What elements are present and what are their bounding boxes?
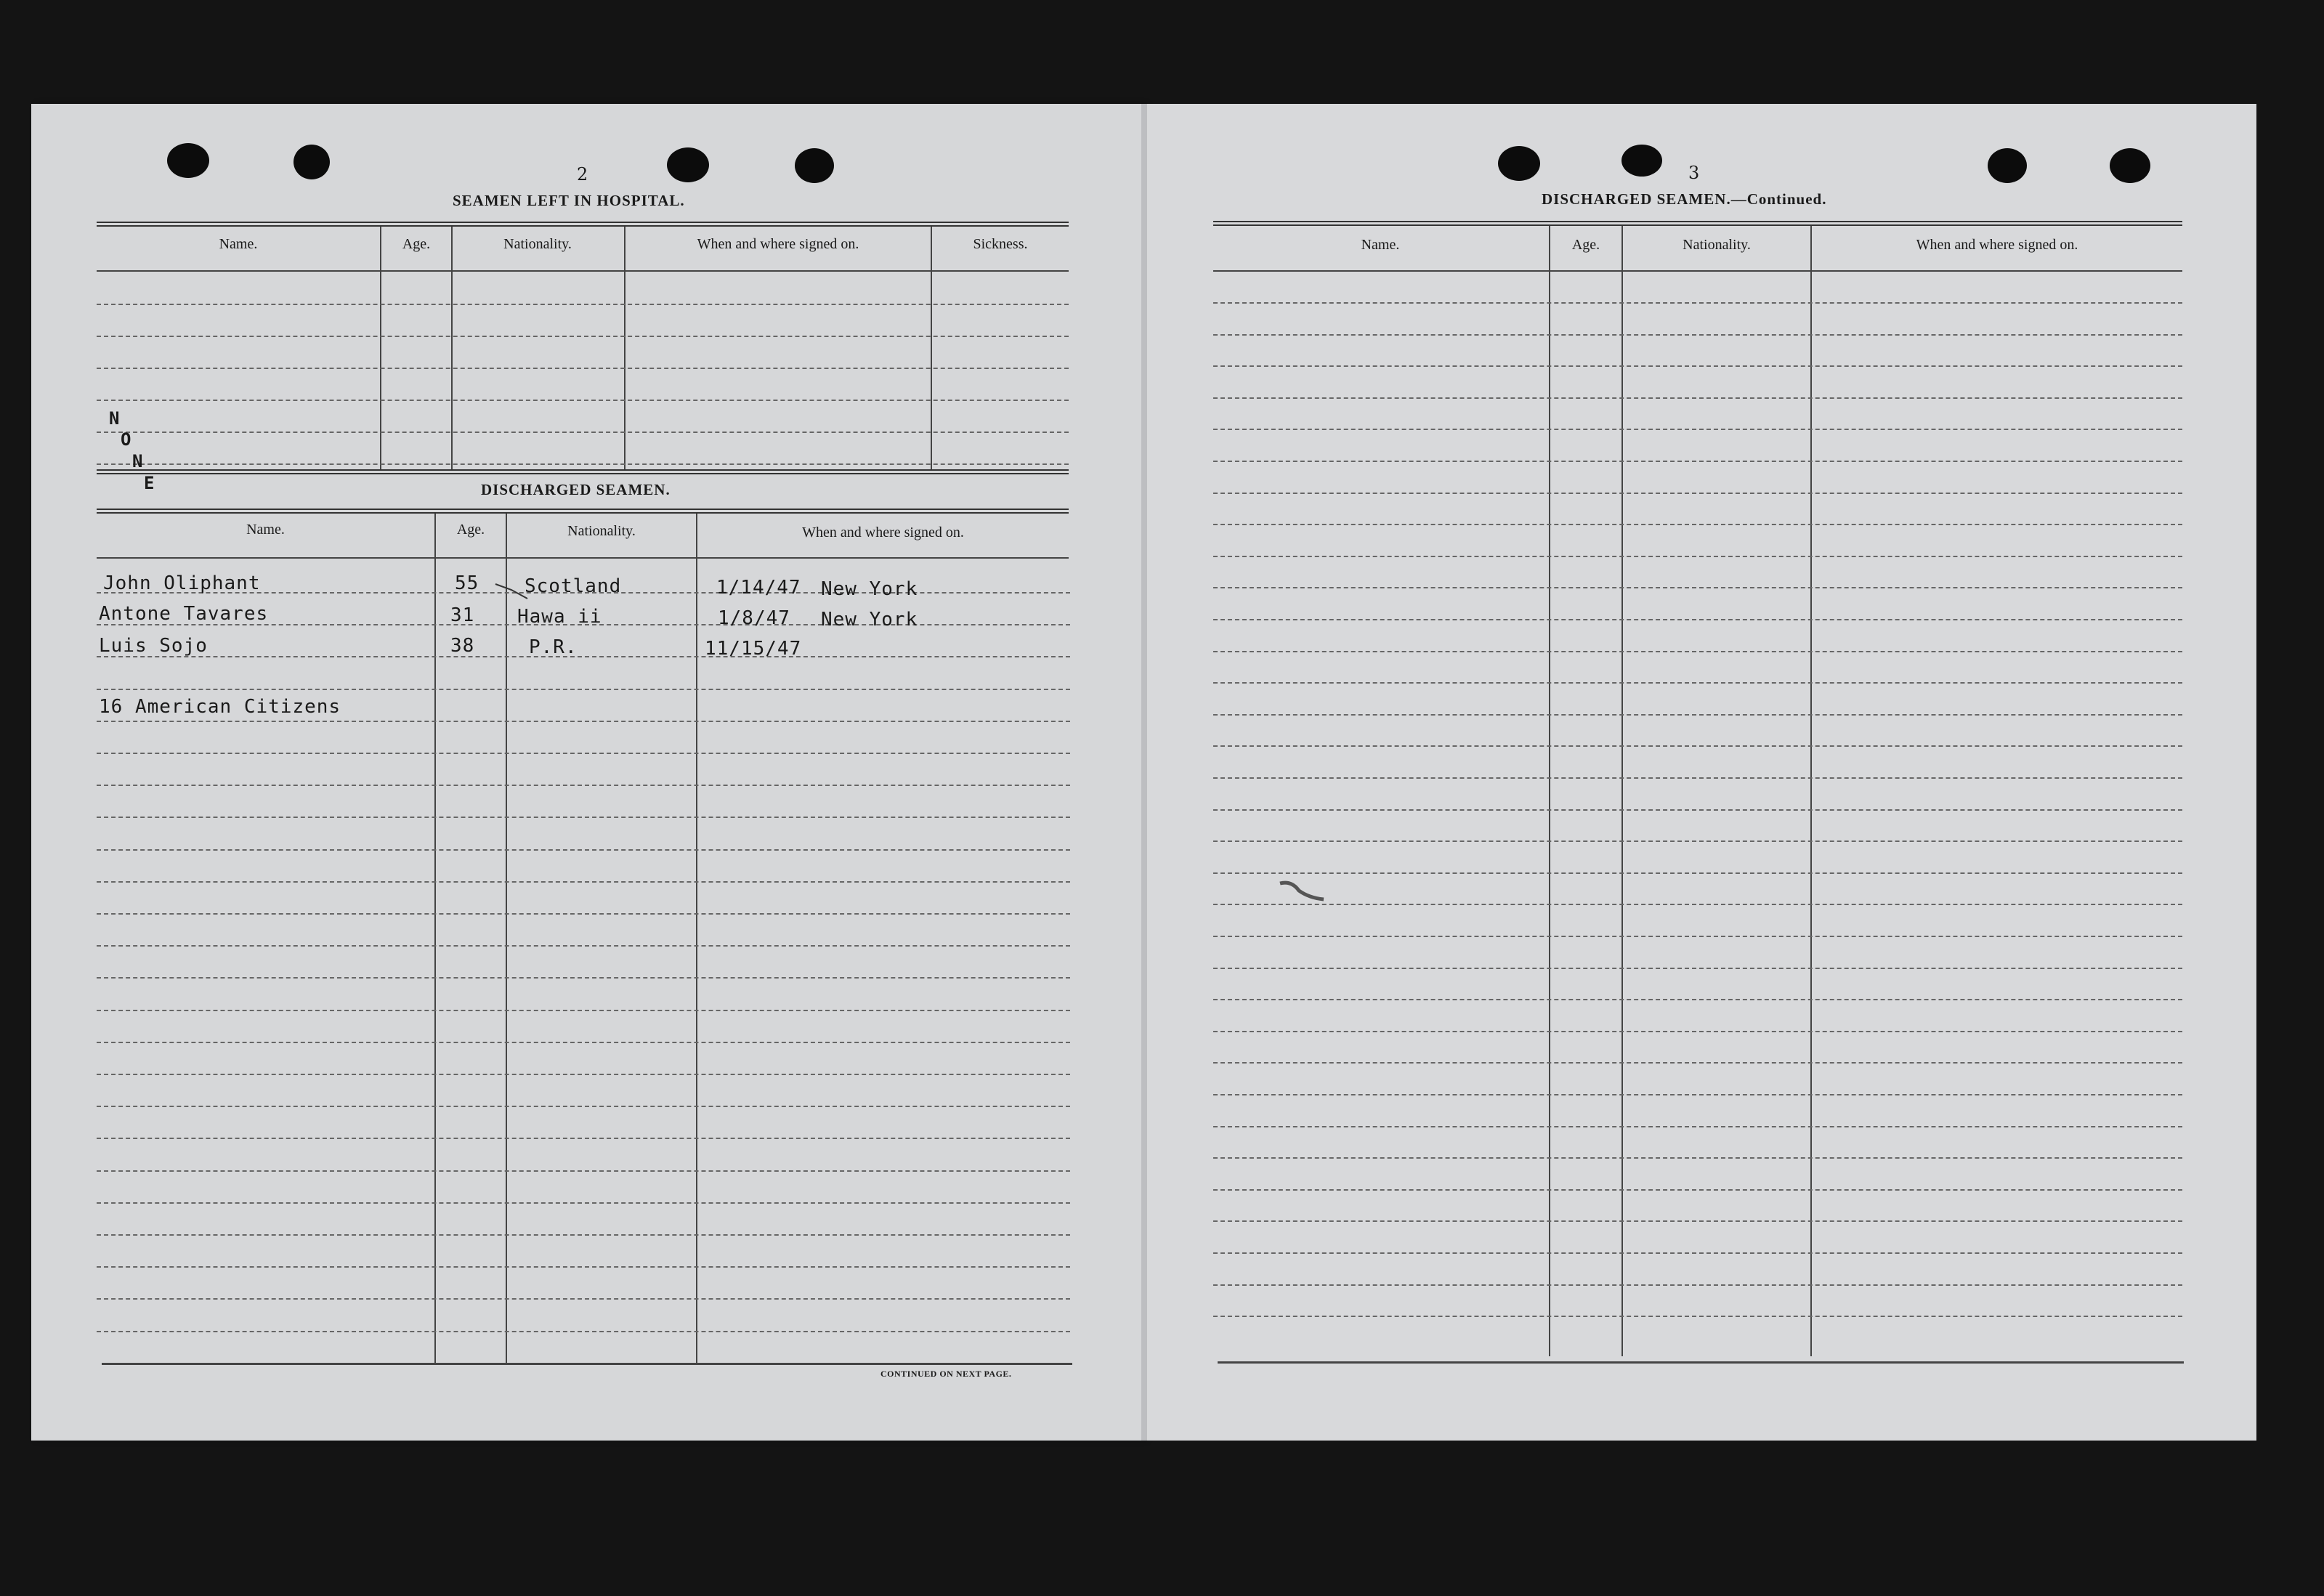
row-rule: [97, 753, 1070, 754]
col-header-age: Age.: [402, 236, 431, 252]
row-rule: [1213, 1316, 2182, 1317]
seaman-age: 38: [450, 635, 475, 657]
row-rule: [97, 1170, 1070, 1172]
col-header-name: Name.: [1361, 237, 1400, 253]
row-rule: [1213, 904, 2182, 905]
col-header-signed-on: When and where signed on.: [802, 524, 964, 540]
row-rule: [1213, 936, 2182, 937]
punch-hole: [795, 148, 834, 183]
column-divider: [624, 227, 625, 471]
row-rule: [97, 1234, 1070, 1236]
col-header-nationality: Nationality.: [567, 523, 636, 539]
row-rule: [97, 1298, 1070, 1300]
page-gutter: [1141, 104, 1147, 1441]
column-divider: [1549, 226, 1550, 1356]
row-rule: [97, 849, 1070, 851]
right-page: [1146, 104, 2256, 1441]
row-rule: [97, 1010, 1070, 1011]
row-rule: [97, 1042, 1070, 1043]
none-letter: N: [109, 408, 120, 429]
punch-hole: [1621, 145, 1662, 177]
ink-smudge: [1277, 878, 1328, 907]
col-header-nationality: Nationality.: [1683, 237, 1751, 253]
row-rule: [97, 432, 1069, 433]
table-rule: [1213, 221, 2182, 226]
column-divider: [506, 514, 507, 1364]
page-number-left: 2: [577, 164, 588, 185]
row-rule: [97, 1266, 1070, 1268]
row-rule: [1213, 840, 2182, 842]
seaman-name: Luis Sojo: [99, 635, 208, 657]
row-rule: [1213, 1220, 2182, 1222]
right-page-title: DISCHARGED SEAMEN.—Continued.: [1542, 190, 1827, 208]
punch-hole: [167, 143, 209, 178]
table-rule: [97, 509, 1069, 514]
seaman-signed-date: 11/15/47: [705, 638, 802, 660]
row-rule: [97, 1074, 1070, 1075]
pen-tick-mark: [494, 581, 530, 603]
seaman-name: John Oliphant: [103, 572, 261, 594]
col-header-age: Age.: [456, 522, 485, 538]
seaman-age: 31: [450, 604, 475, 626]
row-rule: [1213, 777, 2182, 779]
row-rule: [97, 689, 1070, 690]
punch-hole: [1498, 146, 1540, 181]
table-rule: [97, 557, 1069, 559]
seaman-age: 55: [455, 572, 479, 594]
row-rule: [1213, 493, 2182, 494]
row-rule: [97, 785, 1070, 786]
seaman-nationality: Scotland: [525, 575, 622, 597]
discharged-section-title: DISCHARGED SEAMEN.: [481, 481, 671, 498]
seaman-signed-date: 1/8/47: [718, 607, 790, 629]
row-rule: [97, 400, 1069, 401]
table-rule: [1218, 1361, 2184, 1364]
row-rule: [97, 1138, 1070, 1139]
row-rule: [1213, 524, 2182, 525]
row-rule: [1213, 619, 2182, 620]
row-rule: [97, 721, 1070, 722]
column-divider: [1621, 226, 1623, 1356]
seaman-nationality: Hawa ii: [517, 606, 602, 628]
row-rule: [1213, 365, 2182, 367]
column-divider: [434, 514, 436, 1364]
row-rule: [1213, 1126, 2182, 1127]
table-rule: [102, 1363, 1072, 1365]
none-letter: E: [144, 473, 155, 493]
table-rule: [97, 222, 1069, 227]
row-rule: [97, 881, 1070, 883]
row-rule: [97, 945, 1070, 947]
row-rule: [1213, 461, 2182, 462]
row-rule: [1213, 429, 2182, 430]
seaman-signed-place: New York: [821, 609, 918, 631]
row-rule: [1213, 302, 2182, 304]
row-rule: [1213, 682, 2182, 684]
column-divider: [451, 227, 453, 471]
col-header-sickness: Sickness.: [973, 236, 1028, 252]
row-rule: [1213, 1094, 2182, 1095]
punch-hole: [293, 145, 330, 179]
punch-hole: [2110, 148, 2150, 183]
row-rule: [97, 1106, 1070, 1107]
col-header-age: Age.: [1571, 237, 1600, 253]
punch-hole: [667, 147, 709, 182]
col-header-signed-on: When and where signed on.: [697, 236, 859, 252]
row-rule: [97, 463, 1069, 465]
row-rule: [97, 913, 1070, 915]
row-rule: [1213, 745, 2182, 747]
column-divider: [380, 227, 381, 471]
row-rule: [97, 656, 1070, 657]
row-rule: [97, 1331, 1070, 1332]
row-rule: [1213, 334, 2182, 336]
row-rule: [97, 336, 1069, 337]
row-rule: [1213, 1284, 2182, 1286]
col-header-name: Name.: [219, 236, 258, 252]
row-rule: [1213, 397, 2182, 399]
row-rule: [1213, 999, 2182, 1000]
table-rule: [1213, 270, 2182, 272]
row-rule: [1213, 872, 2182, 874]
seaman-nationality: P.R.: [529, 636, 578, 658]
table-rule: [97, 270, 1069, 272]
row-rule: [1213, 1062, 2182, 1064]
seaman-name: Antone Tavares: [99, 603, 269, 625]
row-rule: [1213, 1189, 2182, 1191]
row-rule: [1213, 1252, 2182, 1254]
row-rule: [1213, 1031, 2182, 1032]
none-letter: O: [121, 429, 131, 450]
row-rule: [1213, 1157, 2182, 1159]
row-rule: [1213, 651, 2182, 652]
none-letter: N: [132, 451, 143, 471]
row-rule: [97, 977, 1070, 979]
col-header-signed-on: When and where signed on.: [1916, 237, 2078, 253]
row-rule: [97, 817, 1070, 818]
row-rule: [1213, 809, 2182, 811]
hospital-section-title: SEAMEN LEFT IN HOSPITAL.: [453, 192, 685, 209]
page-number-right: 3: [1688, 163, 1700, 183]
row-rule: [1213, 556, 2182, 557]
column-divider: [1810, 226, 1812, 1356]
continued-footer: CONTINUED ON NEXT PAGE.: [880, 1369, 1012, 1379]
col-header-name: Name.: [246, 522, 285, 538]
col-header-nationality: Nationality.: [503, 236, 572, 252]
table-rule: [97, 469, 1069, 474]
row-rule: [1213, 714, 2182, 716]
column-divider: [931, 227, 932, 471]
seaman-signed-place: New York: [821, 578, 918, 600]
punch-hole: [1988, 148, 2027, 183]
seaman-signed-date: 1/14/47: [716, 577, 801, 599]
row-rule: [1213, 587, 2182, 588]
row-rule: [1213, 968, 2182, 969]
citizens-note: 16 American Citizens: [99, 696, 341, 718]
column-divider: [696, 514, 697, 1364]
row-rule: [97, 1202, 1070, 1204]
row-rule: [97, 304, 1069, 305]
row-rule: [97, 368, 1069, 369]
